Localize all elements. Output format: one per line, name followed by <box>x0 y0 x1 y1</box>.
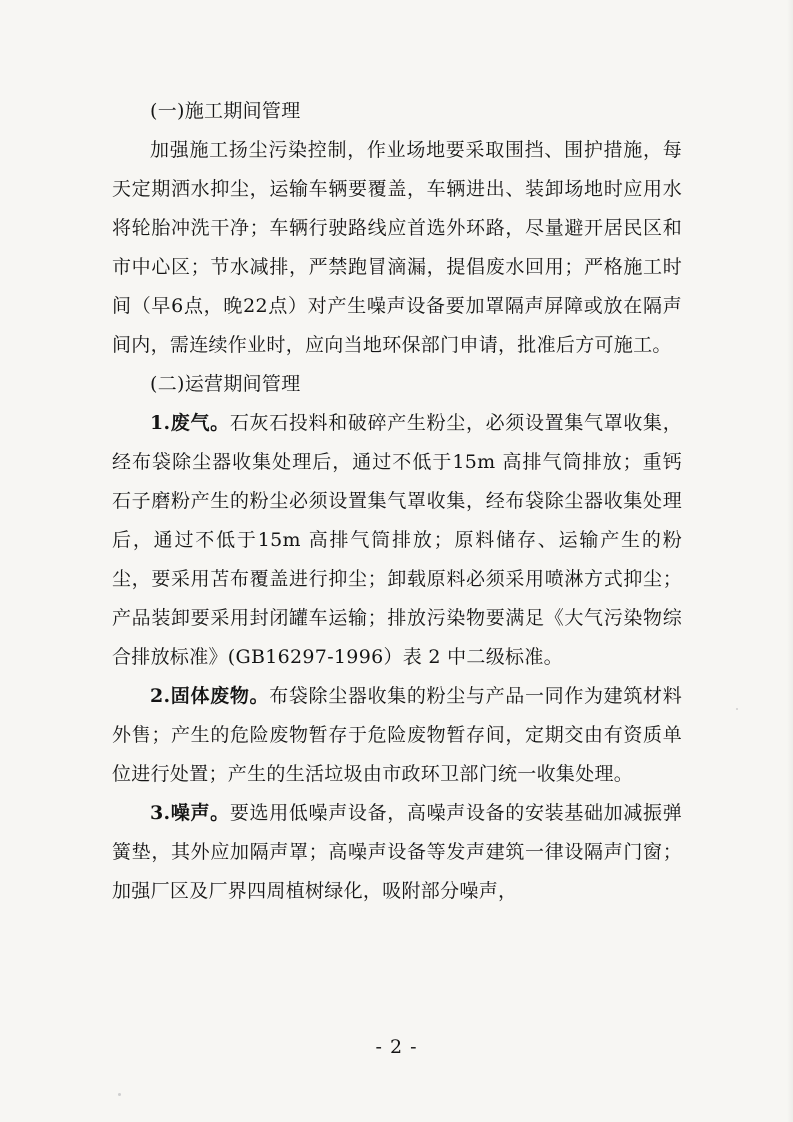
page-number: - 2 - <box>375 1036 418 1058</box>
paragraph-lead: 2.固体废物。 <box>150 685 270 707</box>
paragraph-solid-waste <box>112 677 682 794</box>
document-body <box>112 92 682 911</box>
scan-speck <box>736 708 738 710</box>
section-heading-operation: (二)运营期间管理 <box>150 373 301 395</box>
paragraph-text: 要选用低噪声设备，高噪声设备的安装基础加减振弹簧垫，其外应加隔声罩；高噪声设备等发声建筑一律设隔声门窗；加强厂区及厂界四周植树绿化，吸附部分噪声， <box>112 802 682 902</box>
paragraph-text: 加强施工扬尘污染控制，作业场地要采取围挡、围护措施，每天定期洒水抑尘，运输车辆要覆盖，车辆进出、装卸场地时应用水将轮胎冲洗干净；车辆行驶路线应首选外环路，尽量避开居民区和市中心区；节水减排，严禁跑冒滴漏，提倡废水回用；严格施工时间（早6点，晚22点）对产生噪声设备要加罩隔声屏障或放在隔声间内，需连续作业时，应向当地环保部门申请，批准后方可施工。 <box>112 139 682 356</box>
paragraph-text: 石灰石投料和破碎产生粉尘，必须设置集气罩收集，经布袋除尘器收集处理后，通过不低于15m 高排气筒排放；重钙石子磨粉产生的粉尘必须设置集气罩收集，经布袋除尘器收集处理后，通过不低于15m 高排气筒排放；原料储存、运输产生的粉尘，要采用苫布覆盖进行抑尘；卸载原料必须采用喷淋方式抑尘；产品装卸要采用封闭罐车运输；排放污染物要满足《大气污染物综合排放标准》(GB16297-1996）表 2 中二级标准。 <box>112 412 682 668</box>
paragraph-construction-management <box>112 131 682 365</box>
paragraph-noise <box>112 794 682 911</box>
paragraph-exhaust-gas <box>112 404 682 677</box>
scan-speck <box>118 1093 121 1096</box>
paragraph-lead: 3.噪声。 <box>150 802 230 824</box>
section-heading-construction: (一)施工期间管理 <box>150 100 301 122</box>
paragraph-lead: 1.废气。 <box>150 412 230 434</box>
paragraph-text: 布袋除尘器收集的粉尘与产品一同作为建筑材料外售；产生的危险废物暂存于危险废物暂存间，定期交由有资质单位进行处置；产生的生活垃圾由市政环卫部门统一收集处理。 <box>112 685 682 785</box>
scan-edge-shadow <box>787 0 793 1122</box>
